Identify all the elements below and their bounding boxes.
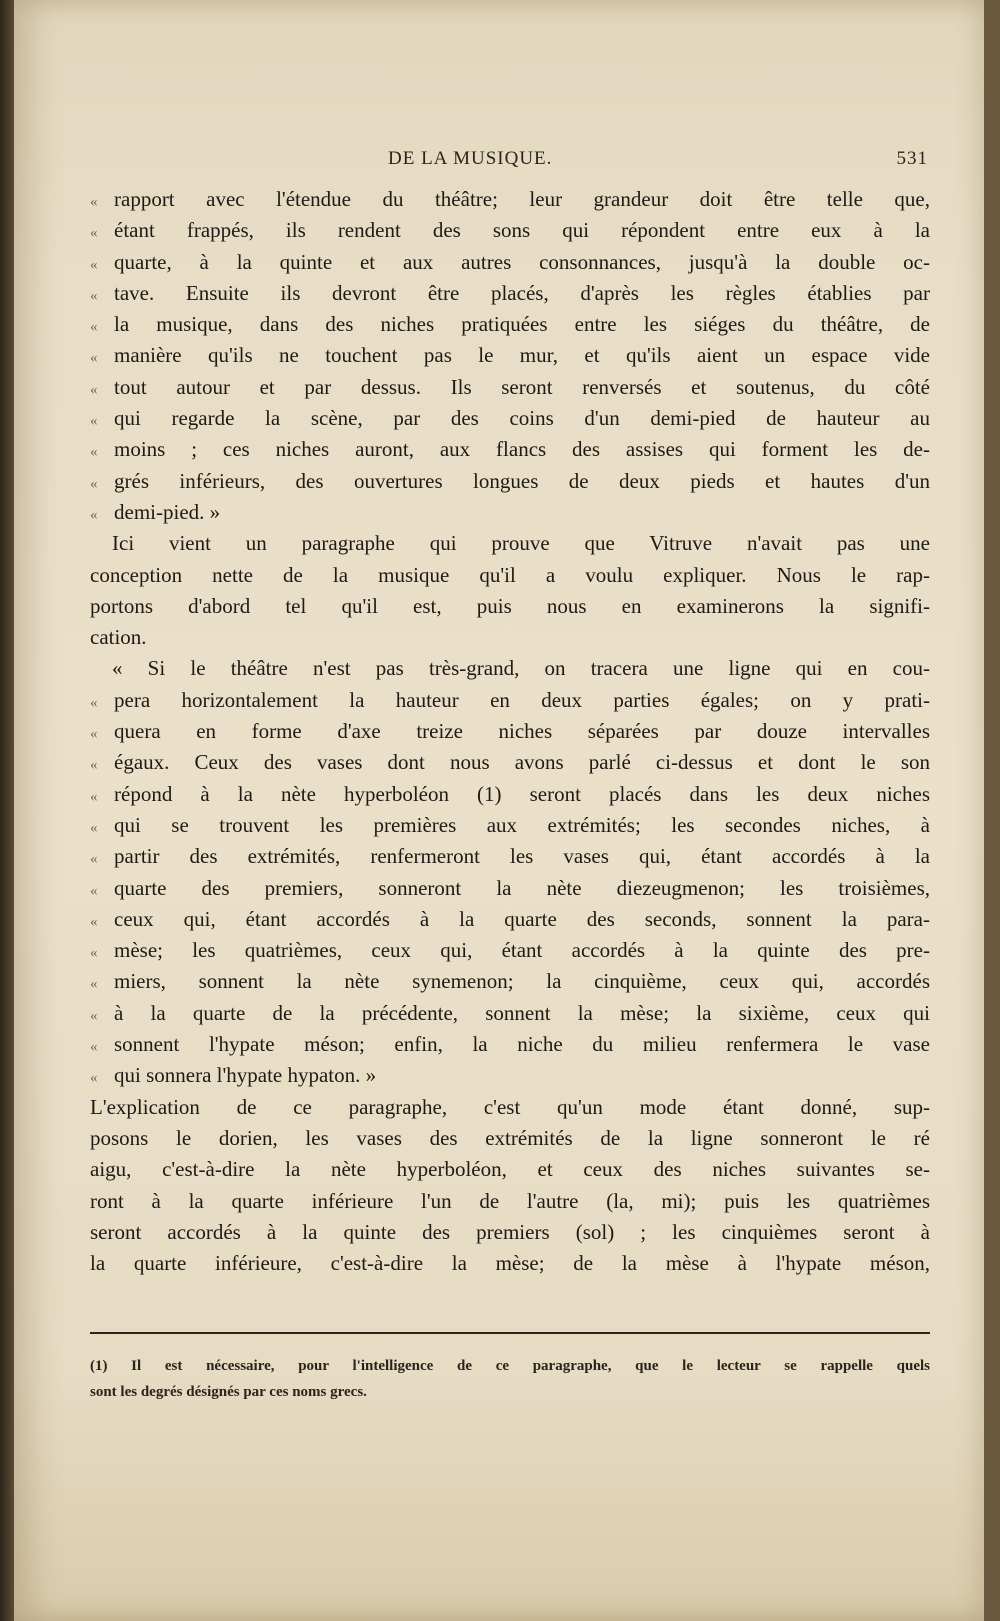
text-line: portons d'abord tel qu'il est, puis nous en examinerons la signifi- [90, 593, 930, 618]
text-line: aigu, c'est-à-dire la nète hyperboléon, et ceux des niches suivantes se- [90, 1157, 930, 1182]
text-line: « sonnent l'hypate méson; enfin, la niche du milieu renfermera le vase [90, 1032, 930, 1057]
text-line: « quarte des premiers, sonneront la nète diezeugmenon; les troisièmes, [90, 875, 930, 900]
text-line: L'explication de ce paragraphe, c'est qu'un mode étant donné, sup- [90, 1094, 930, 1119]
text-line: « quera en forme d'axe treize niches séparées par douze intervalles [90, 719, 930, 744]
text-line: ront à la quarte inférieure l'un de l'autre (la, mi); puis les quatrièmes [90, 1188, 930, 1213]
text-line: Ici vient un paragraphe qui prouve que Vitruve n'avait pas une [112, 531, 930, 556]
text-line: « rapport avec l'étendue du théâtre; leur grandeur doit être telle que, [90, 187, 930, 211]
text-line: « à la quarte de la précédente, sonnent la mèse; la sixième, ceux qui [90, 1000, 930, 1025]
text-line: « mèse; les quatrièmes, ceux qui, étant accordés à la quinte des pre- [90, 938, 930, 963]
text-line: « égaux. Ceux des vases dont nous avons parlé ci-dessus et dont le son [90, 750, 930, 775]
text-line: « Si le théâtre n'est pas très-grand, on tracera une ligne qui en cou- [112, 656, 930, 681]
running-title: DE LA MUSIQUE. [388, 148, 553, 169]
body-text [90, 184, 930, 1279]
text-line: seront accordés à la quinte des premiers (sol) ; les cinquièmes seront à [90, 1219, 930, 1244]
text-line: « demi-pied. » [90, 499, 221, 524]
page-number: 531 [896, 148, 928, 169]
text-line: « pera horizontalement la hauteur en deux parties égales; on y prati- [90, 687, 930, 712]
text-line: « tout autour et par dessus. Ils seront renversés et soutenus, du côté [90, 374, 930, 399]
text-line: posons le dorien, les vases des extrémités de la ligne sonneront le ré [90, 1125, 930, 1150]
text-line: « miers, sonnent la nète synemenon; la cinquième, ceux qui, accordés [90, 969, 930, 994]
text-line: conception nette de la musique qu'il a voulu expliquer. Nous le rap- [90, 562, 930, 587]
book-spine-shadow [0, 0, 14, 1621]
footnote-line: (1) Il est nécessaire, pour l'intelligence de ce paragraphe, que le lecteur se rappelle quels [90, 1358, 930, 1374]
footnote [90, 1353, 930, 1405]
text-line: « ceux qui, étant accordés à la quarte des seconds, sonnent la para- [90, 906, 930, 931]
text-line: « quarte, à la quinte et aux autres consonnances, jusqu'à la double oc- [90, 249, 930, 274]
text-line: « répond à la nète hyperboléon (1) seront placés dans les deux niches [90, 781, 930, 806]
text-line: « qui regarde la scène, par des coins d'un demi-pied de hauteur au [90, 406, 930, 431]
text-line: « la musique, dans des niches pratiquées entre les siéges du théâtre, de [90, 312, 930, 337]
text-line: « tave. Ensuite ils devront être placés, d'après les règles établies par [90, 280, 930, 305]
text-line: cation. [90, 625, 147, 650]
text-line: la quarte inférieure, c'est-à-dire la mèse; de la mèse à l'hypate méson, [90, 1251, 930, 1276]
text-line: « qui se trouvent les premières aux extrémités; les secondes niches, à [90, 812, 930, 837]
footnote-line: sont les degrés désignés par ces noms grecs. [90, 1384, 367, 1400]
text-line: « étant frappés, ils rendent des sons qui répondent entre eux à la [90, 218, 930, 243]
text-line: « grés inférieurs, des ouvertures longues de deux pieds et hautes d'un [90, 468, 930, 493]
text-line: « manière qu'ils ne touchent pas le mur, et qu'ils aient un espace vide [90, 343, 930, 368]
text-line: « qui sonnera l'hypate hypaton. » [90, 1063, 377, 1088]
running-head [88, 148, 928, 172]
text-line: « moins ; ces niches auront, aux flancs des assises qui forment les de- [90, 437, 930, 462]
text-line: « partir des extrémités, renfermeront les vases qui, étant accordés à la [90, 844, 930, 869]
footnote-divider [90, 1332, 930, 1334]
